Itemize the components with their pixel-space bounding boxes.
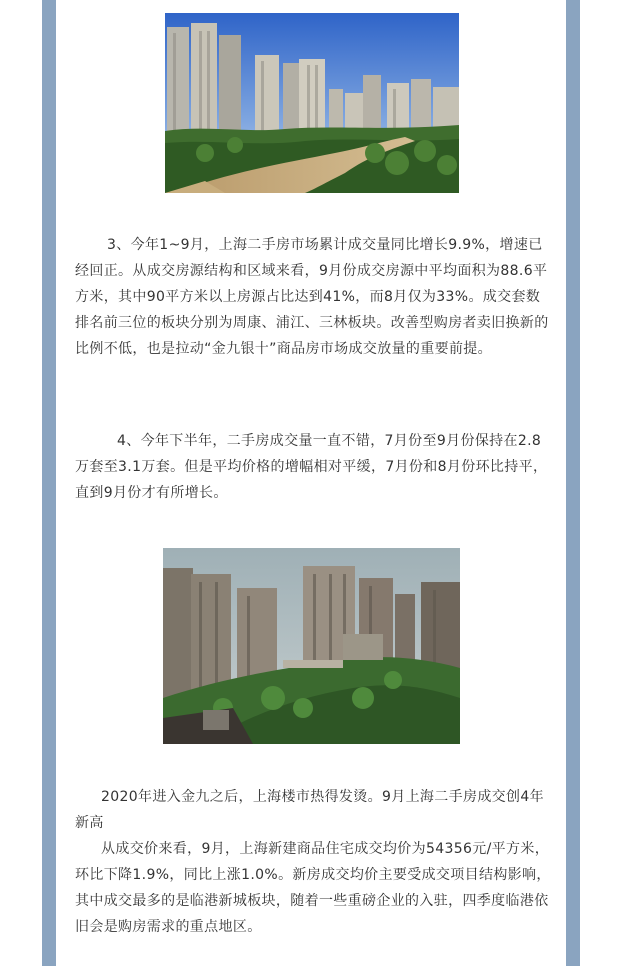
paragraph-3-text: 3、今年1~9月，上海二手房市场累计成交量同比增长9.9%，增速已经回正。从成交房源结构和区域来看，9月份成交房源中平均面积为88.6平方米，其中90平方米以上房源占比达到41%，而8月仅为33%。成交套数排名前三位的板块分别为周康、浦江、三林板块。改善型购房者卖旧换新的比例不低，也是拉动“金九银十”商品房市场成交放量的重要前提。 bbox=[75, 237, 549, 357]
residential-towers-river-photo bbox=[165, 13, 459, 193]
left-border-bar bbox=[42, 0, 56, 966]
paragraph-6-text: 从成交价来看，9月，上海新建商品住宅成交均价为54356元/平方米，环比下降1.9%，同比上涨1.0%。新房成交均价主要受成交项目结构影响，其中成交最多的是临港新城板块，随着一些重磅企业的入驻，四季度临港依旧会是购房需求的重点地区。 bbox=[75, 841, 551, 935]
paragraph-3 bbox=[75, 232, 552, 362]
paragraph-4 bbox=[75, 428, 552, 506]
paragraph-5-text: 2020年进入金九之后，上海楼市热得发烫。9月上海二手房成交创4年新高 bbox=[75, 789, 544, 831]
residential-complex-garden-photo bbox=[163, 548, 460, 744]
residential-towers-river-image bbox=[165, 13, 459, 193]
paragraph-4-text: 4、今年下半年，二手房成交量一直不错，7月份至9月份保持在2.8万套至3.1万套。但是平均价格的增幅相对平缓，7月份和8月份环比持平，直到9月份才有所增长。 bbox=[75, 433, 548, 501]
paragraph-5 bbox=[75, 784, 552, 940]
residential-complex-garden-image bbox=[163, 548, 460, 744]
right-border-bar bbox=[566, 0, 580, 966]
